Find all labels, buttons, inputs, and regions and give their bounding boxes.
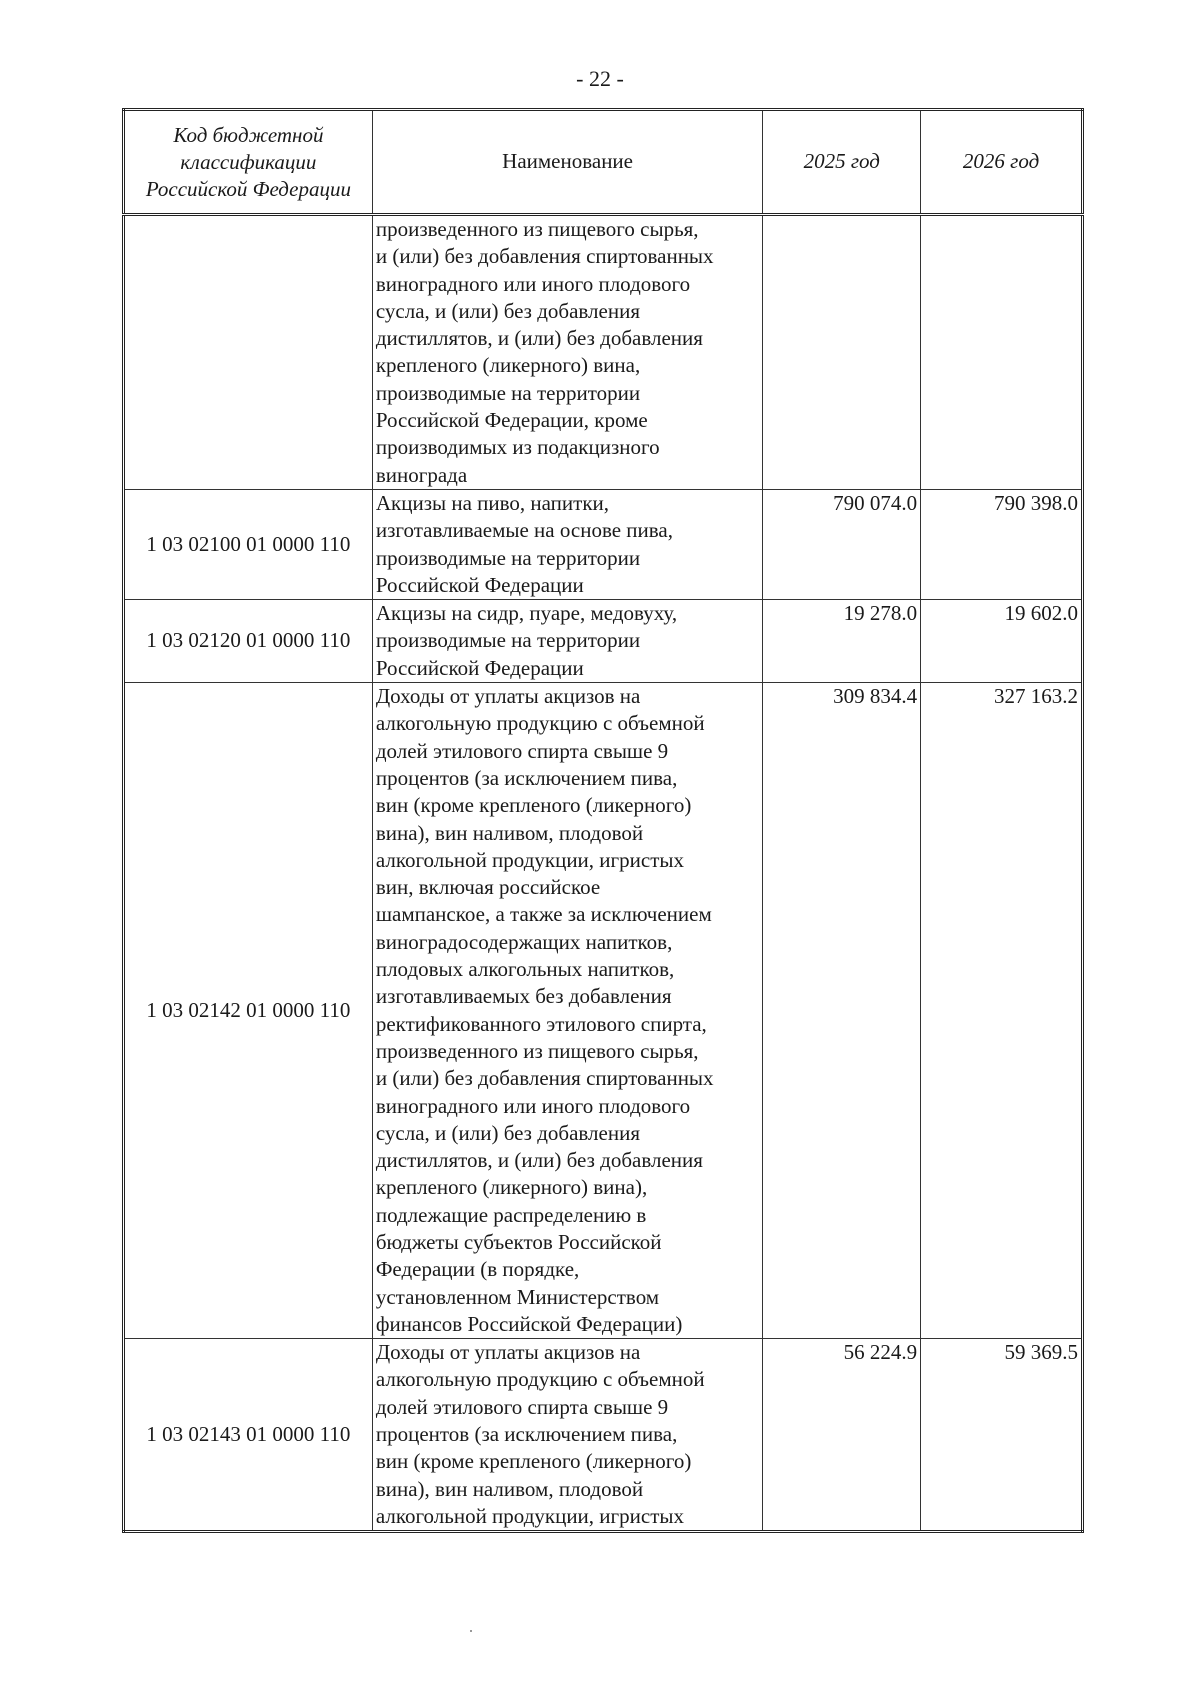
header-year-2025: 2025 год [763,110,921,215]
table-row [124,489,1083,599]
row-code: 1 03 02142 01 0000 110 [124,683,373,1339]
table-row [124,600,1083,683]
table-header-row [124,110,1083,215]
row-value-2025 [763,215,921,490]
row-code: 1 03 02100 01 0000 110 [124,489,373,599]
row-name: Акцизы на пиво, напитки, изготавливаемые на основе пива, производимые на территории Российской Федерации [372,489,762,599]
header-year-2026: 2026 год [921,110,1083,215]
row-value-2025: 56 224.9 [763,1339,921,1532]
page-number: - 22 - [576,66,624,91]
row-value-2025: 790 074.0 [763,489,921,599]
header-code: Код бюджетной классификации Российской Федерации [124,110,373,215]
row-code: 1 03 02143 01 0000 110 [124,1339,373,1532]
row-name: Доходы от уплаты акцизов на алкогольную продукцию с объемной долей этилового спирта свыше 9 процентов (за исключением пива, вин (кроме крепленого (ликерного) вина), вин наливом, плодовой алкогольной продукции, игристых вин, включая российское шампанское, а также за исключением виноградосодержащих напитков, плодовых алкогольных напитков, изготавливаемых без добавления ректификованного этилового спирта, произведенного из пищевого сырья, и (или) без добавления спиртованных виноградного или иного плодового сусла, и (или) без добавления дистиллятов, и (или) без добавления крепленого (ликерного) вина), подлежащие распределению в бюджеты субъектов Российской Федерации (в порядке, установленном Министерством финансов Российской Федерации) [372,683,762,1339]
row-name: Доходы от уплаты акцизов на алкогольную продукцию с объемной долей этилового спирта свыше 9 процентов (за исключением пива, вин (кроме крепленого (ликерного) вина), вин наливом, плодовой алкогольной продукции, игристых [372,1339,762,1532]
row-name: произведенного из пищевого сырья, и (или) без добавления спиртованных виноградного или иного плодового сусла, и (или) без добавления дистиллятов, и (или) без добавления крепленого (ликерного) вина, производимые на территории Российской Федерации, кроме производимых из подакцизного винограда [372,215,762,490]
table-row [124,215,1083,490]
table-row [124,1339,1083,1532]
row-value-2026: 59 369.5 [921,1339,1083,1532]
header-name: Наименование [372,110,762,215]
row-value-2026: 327 163.2 [921,683,1083,1339]
row-value-2026: 790 398.0 [921,489,1083,599]
scan-speck [470,1630,472,1632]
budget-table [122,108,1084,1533]
table-row [124,683,1083,1339]
row-name: Акцизы на сидр, пуаре, медовуху, производимые на территории Российской Федерации [372,600,762,683]
row-code: 1 03 02120 01 0000 110 [124,600,373,683]
row-value-2026 [921,215,1083,490]
row-value-2026: 19 602.0 [921,600,1083,683]
row-value-2025: 19 278.0 [763,600,921,683]
row-code [124,215,373,490]
row-value-2025: 309 834.4 [763,683,921,1339]
